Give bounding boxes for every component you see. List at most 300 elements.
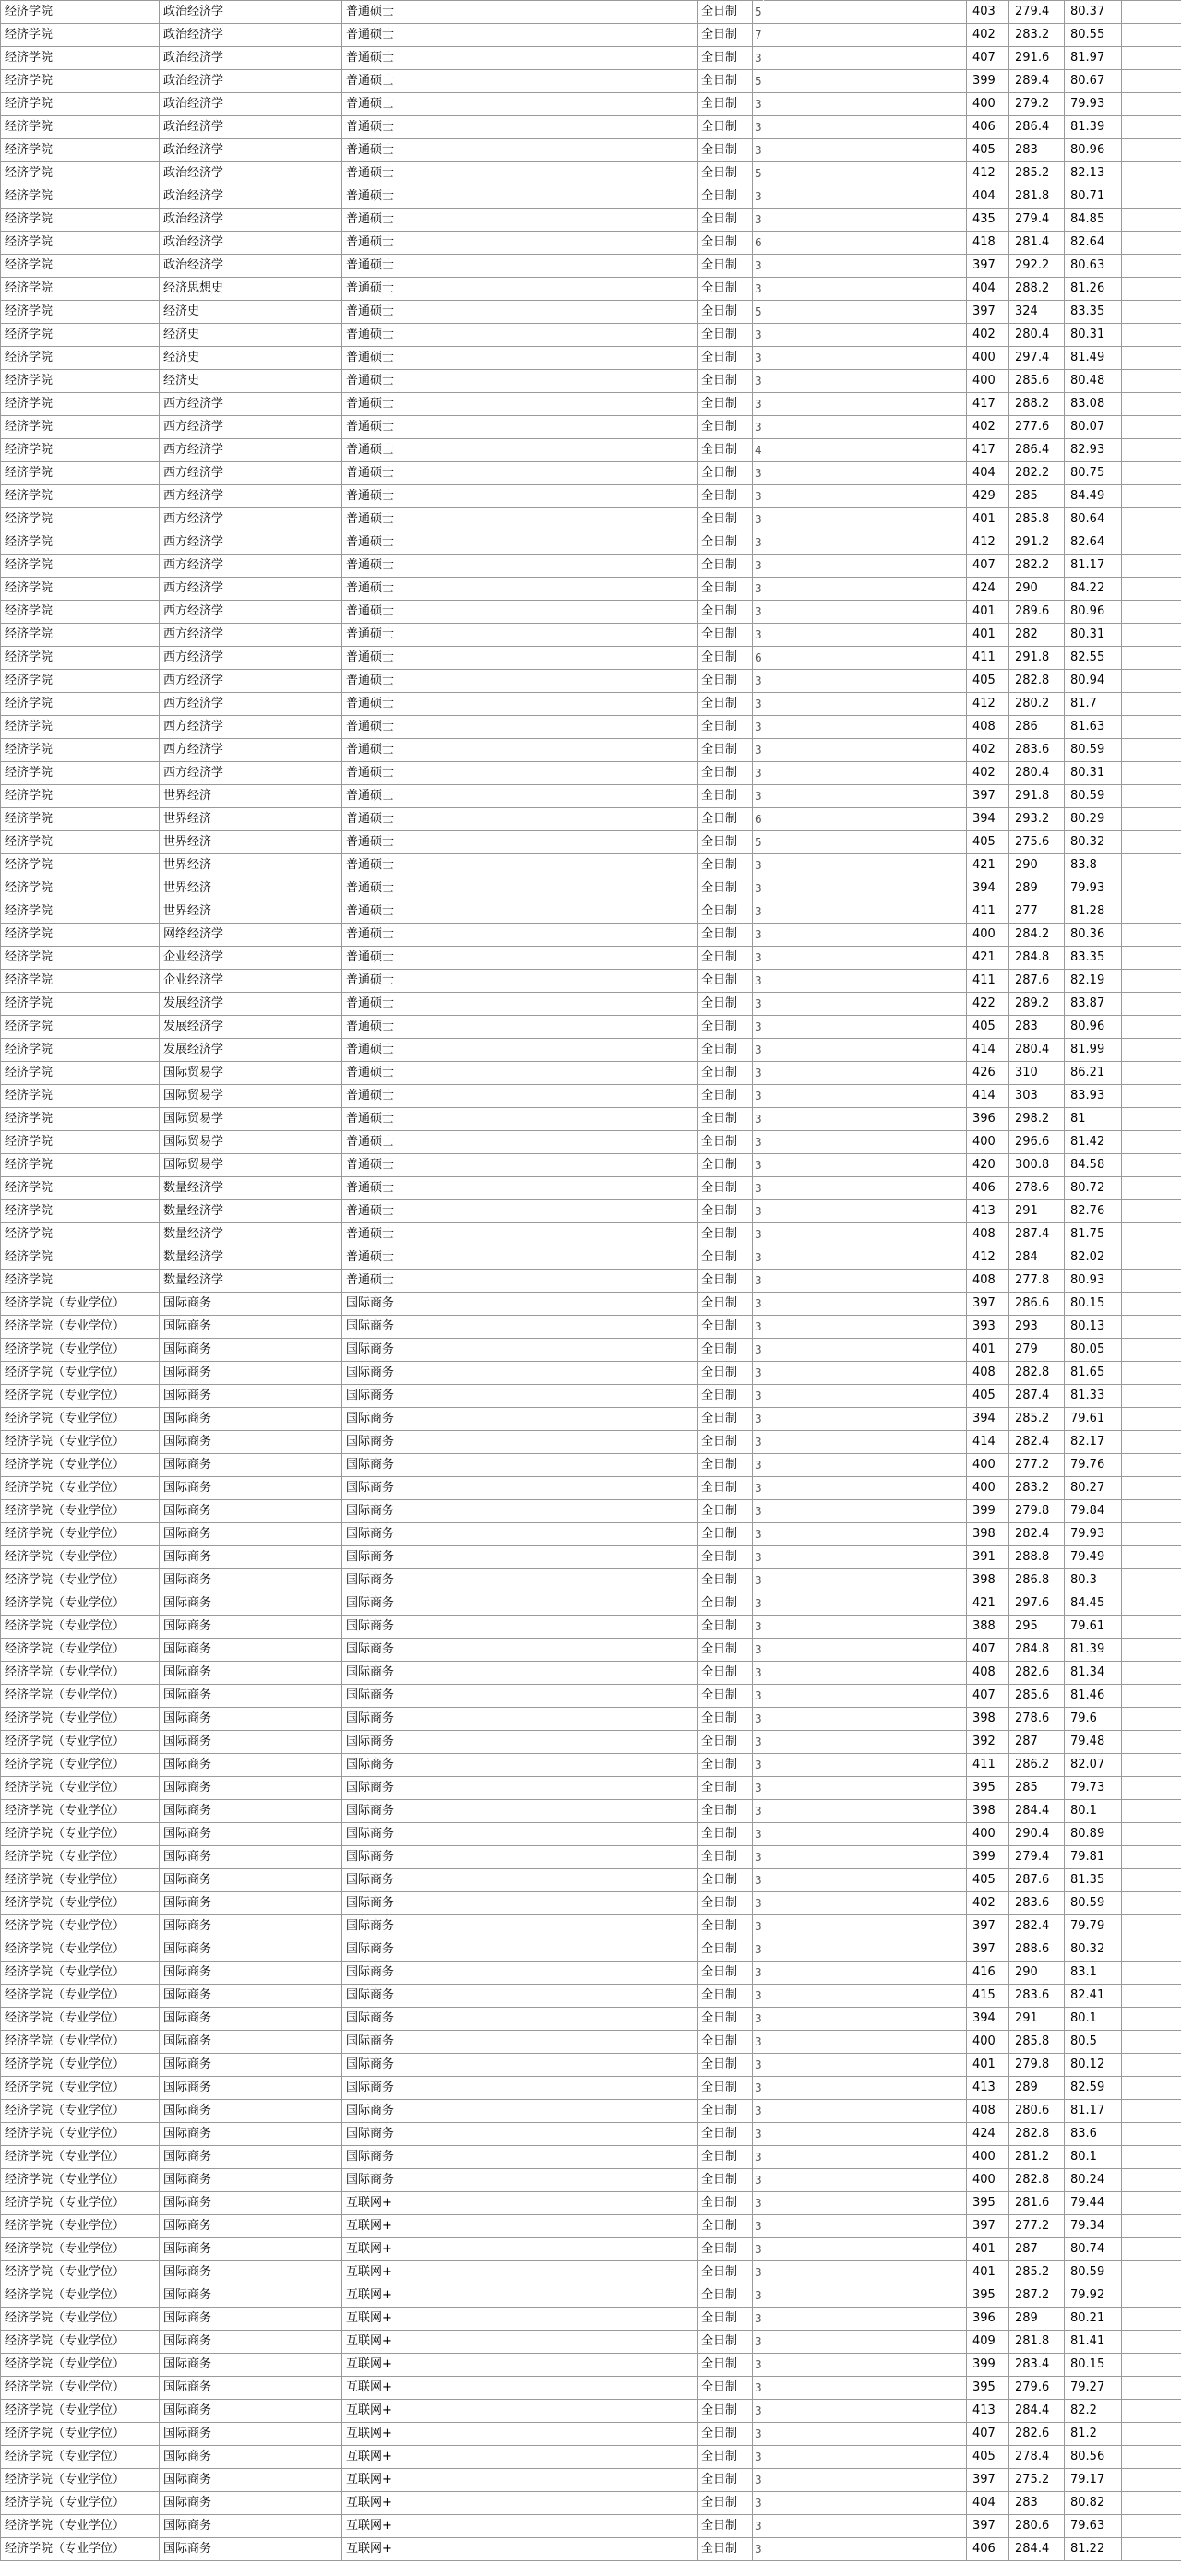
first-score-cell[interactable]: 394 <box>967 808 1009 831</box>
college-cell[interactable]: 经济学院 <box>1 1223 160 1246</box>
first-score-cell[interactable]: 405 <box>967 1016 1009 1039</box>
study-mode-cell[interactable]: 全日制 <box>698 278 753 301</box>
hidden-cell[interactable] <box>764 2238 967 2261</box>
major-cell[interactable]: 国际商务 <box>160 1938 342 1962</box>
hidden-cell[interactable] <box>764 1223 967 1246</box>
direction-cell[interactable]: 普通硕士 <box>342 924 698 947</box>
empty-cell[interactable] <box>1122 2146 1181 2169</box>
first-score-cell[interactable]: 417 <box>967 439 1009 462</box>
total-score-cell[interactable]: 79.63 <box>1065 2515 1122 2538</box>
major-cell[interactable]: 数量经济学 <box>160 1223 342 1246</box>
direction-cell[interactable]: 互联网+ <box>342 2492 698 2515</box>
empty-cell[interactable] <box>1122 1800 1181 1823</box>
first-score-cell[interactable]: 398 <box>967 1708 1009 1731</box>
empty-cell[interactable] <box>1122 1592 1181 1616</box>
direction-cell[interactable]: 国际商务 <box>342 1985 698 2008</box>
hidden-cell[interactable] <box>764 716 967 739</box>
hidden-cell[interactable] <box>764 2331 967 2354</box>
college-cell[interactable]: 经济学院 <box>1 1154 160 1177</box>
study-mode-cell[interactable]: 全日制 <box>698 2469 753 2492</box>
college-cell[interactable]: 经济学院（专业学位） <box>1 2123 160 2146</box>
direction-cell[interactable]: 普通硕士 <box>342 808 698 831</box>
study-mode-cell[interactable]: 全日制 <box>698 416 753 439</box>
total-score-cell[interactable]: 82.17 <box>1065 1431 1122 1454</box>
major-cell[interactable]: 国际商务 <box>160 2538 342 2561</box>
direction-cell[interactable]: 国际商务 <box>342 1616 698 1639</box>
first-score-cell[interactable]: 403 <box>967 1 1009 24</box>
direction-cell[interactable]: 国际商务 <box>342 1708 698 1731</box>
direction-cell[interactable]: 互联网+ <box>342 2515 698 2538</box>
second-score-cell[interactable]: 292.2 <box>1009 255 1065 278</box>
study-mode-cell[interactable]: 全日制 <box>698 116 753 139</box>
direction-cell[interactable]: 国际商务 <box>342 1477 698 1500</box>
hidden-cell[interactable] <box>764 2215 967 2238</box>
study-mode-cell[interactable]: 全日制 <box>698 1731 753 1754</box>
truncated-cell[interactable]: 3 <box>753 970 764 993</box>
truncated-cell[interactable]: 3 <box>753 255 764 278</box>
first-score-cell[interactable]: 407 <box>967 1639 1009 1662</box>
first-score-cell[interactable]: 395 <box>967 2284 1009 2308</box>
college-cell[interactable]: 经济学院（专业学位） <box>1 1385 160 1408</box>
second-score-cell[interactable]: 282.4 <box>1009 1915 1065 1938</box>
study-mode-cell[interactable]: 全日制 <box>698 947 753 970</box>
major-cell[interactable]: 西方经济学 <box>160 393 342 416</box>
college-cell[interactable]: 经济学院（专业学位） <box>1 1616 160 1639</box>
direction-cell[interactable]: 普通硕士 <box>342 508 698 531</box>
first-score-cell[interactable]: 408 <box>967 1662 1009 1685</box>
first-score-cell[interactable]: 417 <box>967 393 1009 416</box>
truncated-cell[interactable]: 3 <box>753 1846 764 1869</box>
total-score-cell[interactable]: 80.1 <box>1065 2146 1122 2169</box>
college-cell[interactable]: 经济学院 <box>1 47 160 70</box>
direction-cell[interactable]: 互联网+ <box>342 2215 698 2238</box>
truncated-cell[interactable]: 3 <box>753 1754 764 1777</box>
first-score-cell[interactable]: 400 <box>967 1454 1009 1477</box>
second-score-cell[interactable]: 297.4 <box>1009 347 1065 370</box>
truncated-cell[interactable]: 3 <box>753 624 764 647</box>
direction-cell[interactable]: 国际商务 <box>342 1569 698 1592</box>
direction-cell[interactable]: 国际商务 <box>342 1731 698 1754</box>
truncated-cell[interactable]: 3 <box>753 1131 764 1154</box>
direction-cell[interactable]: 普通硕士 <box>342 785 698 808</box>
major-cell[interactable]: 国际商务 <box>160 2192 342 2215</box>
direction-cell[interactable]: 国际商务 <box>342 1869 698 1892</box>
truncated-cell[interactable]: 3 <box>753 47 764 70</box>
second-score-cell[interactable]: 298.2 <box>1009 1108 1065 1131</box>
direction-cell[interactable]: 普通硕士 <box>342 647 698 670</box>
total-score-cell[interactable]: 80.36 <box>1065 924 1122 947</box>
major-cell[interactable]: 国际商务 <box>160 2377 342 2400</box>
college-cell[interactable]: 经济学院 <box>1 1062 160 1085</box>
total-score-cell[interactable]: 80.96 <box>1065 1016 1122 1039</box>
total-score-cell[interactable]: 79.93 <box>1065 877 1122 900</box>
second-score-cell[interactable]: 282.8 <box>1009 1362 1065 1385</box>
second-score-cell[interactable]: 290 <box>1009 578 1065 601</box>
empty-cell[interactable] <box>1122 831 1181 854</box>
major-cell[interactable]: 国际商务 <box>160 2031 342 2054</box>
direction-cell[interactable]: 国际商务 <box>342 1938 698 1962</box>
truncated-cell[interactable]: 3 <box>753 2331 764 2354</box>
major-cell[interactable]: 政治经济学 <box>160 47 342 70</box>
hidden-cell[interactable] <box>764 993 967 1016</box>
total-score-cell[interactable]: 80.1 <box>1065 1800 1122 1823</box>
truncated-cell[interactable]: 3 <box>753 1339 764 1362</box>
major-cell[interactable]: 国际商务 <box>160 2446 342 2469</box>
first-score-cell[interactable]: 411 <box>967 647 1009 670</box>
empty-cell[interactable] <box>1122 1546 1181 1569</box>
total-score-cell[interactable]: 84.22 <box>1065 578 1122 601</box>
hidden-cell[interactable] <box>764 2538 967 2561</box>
truncated-cell[interactable]: 3 <box>753 1270 764 1293</box>
major-cell[interactable]: 西方经济学 <box>160 555 342 578</box>
total-score-cell[interactable]: 80.74 <box>1065 2238 1122 2261</box>
direction-cell[interactable]: 普通硕士 <box>342 624 698 647</box>
truncated-cell[interactable]: 3 <box>753 2469 764 2492</box>
empty-cell[interactable] <box>1122 1131 1181 1154</box>
empty-cell[interactable] <box>1122 693 1181 716</box>
direction-cell[interactable]: 国际商务 <box>342 1662 698 1685</box>
empty-cell[interactable] <box>1122 255 1181 278</box>
first-score-cell[interactable]: 408 <box>967 2100 1009 2123</box>
empty-cell[interactable] <box>1122 416 1181 439</box>
study-mode-cell[interactable]: 全日制 <box>698 970 753 993</box>
direction-cell[interactable]: 普通硕士 <box>342 1085 698 1108</box>
hidden-cell[interactable] <box>764 2469 967 2492</box>
hidden-cell[interactable] <box>764 1546 967 1569</box>
truncated-cell[interactable]: 5 <box>753 162 764 185</box>
total-score-cell[interactable]: 83.08 <box>1065 393 1122 416</box>
study-mode-cell[interactable]: 全日制 <box>698 2077 753 2100</box>
hidden-cell[interactable] <box>764 1293 967 1316</box>
college-cell[interactable]: 经济学院 <box>1 278 160 301</box>
empty-cell[interactable] <box>1122 1223 1181 1246</box>
second-score-cell[interactable]: 290.4 <box>1009 1823 1065 1846</box>
direction-cell[interactable]: 国际商务 <box>342 1846 698 1869</box>
study-mode-cell[interactable]: 全日制 <box>698 139 753 162</box>
truncated-cell[interactable]: 3 <box>753 670 764 693</box>
direction-cell[interactable]: 国际商务 <box>342 1777 698 1800</box>
second-score-cell[interactable]: 282.2 <box>1009 555 1065 578</box>
hidden-cell[interactable] <box>764 854 967 877</box>
major-cell[interactable]: 国际商务 <box>160 1754 342 1777</box>
first-score-cell[interactable]: 398 <box>967 1800 1009 1823</box>
total-score-cell[interactable]: 80.32 <box>1065 831 1122 854</box>
total-score-cell[interactable]: 79.61 <box>1065 1616 1122 1639</box>
hidden-cell[interactable] <box>764 1454 967 1477</box>
major-cell[interactable]: 国际商务 <box>160 2400 342 2423</box>
empty-cell[interactable] <box>1122 531 1181 555</box>
total-score-cell[interactable]: 79.6 <box>1065 1708 1122 1731</box>
second-score-cell[interactable]: 300.8 <box>1009 1154 1065 1177</box>
hidden-cell[interactable] <box>764 393 967 416</box>
direction-cell[interactable]: 普通硕士 <box>342 393 698 416</box>
major-cell[interactable]: 企业经济学 <box>160 970 342 993</box>
second-score-cell[interactable]: 310 <box>1009 1062 1065 1085</box>
first-score-cell[interactable]: 404 <box>967 278 1009 301</box>
major-cell[interactable]: 政治经济学 <box>160 209 342 232</box>
direction-cell[interactable]: 普通硕士 <box>342 116 698 139</box>
empty-cell[interactable] <box>1122 900 1181 924</box>
second-score-cell[interactable]: 279.6 <box>1009 2377 1065 2400</box>
direction-cell[interactable]: 国际商务 <box>342 2169 698 2192</box>
second-score-cell[interactable]: 282.2 <box>1009 462 1065 485</box>
first-score-cell[interactable]: 421 <box>967 1592 1009 1616</box>
truncated-cell[interactable]: 3 <box>753 601 764 624</box>
college-cell[interactable]: 经济学院（专业学位） <box>1 1523 160 1546</box>
study-mode-cell[interactable]: 全日制 <box>698 1662 753 1685</box>
hidden-cell[interactable] <box>764 1754 967 1777</box>
study-mode-cell[interactable]: 全日制 <box>698 1915 753 1938</box>
study-mode-cell[interactable]: 全日制 <box>698 2146 753 2169</box>
college-cell[interactable]: 经济学院（专业学位） <box>1 1985 160 2008</box>
first-score-cell[interactable]: 412 <box>967 1246 1009 1270</box>
major-cell[interactable]: 国际贸易学 <box>160 1154 342 1177</box>
college-cell[interactable]: 经济学院 <box>1 739 160 762</box>
major-cell[interactable]: 网络经济学 <box>160 924 342 947</box>
direction-cell[interactable]: 国际商务 <box>342 2100 698 2123</box>
second-score-cell[interactable]: 283 <box>1009 1016 1065 1039</box>
study-mode-cell[interactable]: 全日制 <box>698 1708 753 1731</box>
college-cell[interactable]: 经济学院 <box>1 301 160 324</box>
direction-cell[interactable]: 普通硕士 <box>342 485 698 508</box>
empty-cell[interactable] <box>1122 2077 1181 2100</box>
first-score-cell[interactable]: 402 <box>967 24 1009 47</box>
college-cell[interactable]: 经济学院（专业学位） <box>1 2054 160 2077</box>
direction-cell[interactable]: 互联网+ <box>342 2423 698 2446</box>
first-score-cell[interactable]: 401 <box>967 508 1009 531</box>
study-mode-cell[interactable]: 全日制 <box>698 1546 753 1569</box>
study-mode-cell[interactable]: 全日制 <box>698 2423 753 2446</box>
study-mode-cell[interactable]: 全日制 <box>698 1431 753 1454</box>
first-score-cell[interactable]: 406 <box>967 2538 1009 2561</box>
study-mode-cell[interactable]: 全日制 <box>698 301 753 324</box>
truncated-cell[interactable]: 3 <box>753 2538 764 2561</box>
first-score-cell[interactable]: 404 <box>967 462 1009 485</box>
second-score-cell[interactable]: 284.8 <box>1009 1639 1065 1662</box>
study-mode-cell[interactable]: 全日制 <box>698 2215 753 2238</box>
major-cell[interactable]: 国际商务 <box>160 1685 342 1708</box>
direction-cell[interactable]: 互联网+ <box>342 2377 698 2400</box>
empty-cell[interactable] <box>1122 2446 1181 2469</box>
truncated-cell[interactable]: 3 <box>753 2515 764 2538</box>
total-score-cell[interactable]: 79.84 <box>1065 1500 1122 1523</box>
hidden-cell[interactable] <box>764 1477 967 1500</box>
major-cell[interactable]: 政治经济学 <box>160 93 342 116</box>
empty-cell[interactable] <box>1122 1085 1181 1108</box>
empty-cell[interactable] <box>1122 47 1181 70</box>
second-score-cell[interactable]: 285.6 <box>1009 370 1065 393</box>
first-score-cell[interactable]: 408 <box>967 1362 1009 1385</box>
first-score-cell[interactable]: 413 <box>967 1200 1009 1223</box>
first-score-cell[interactable]: 394 <box>967 877 1009 900</box>
hidden-cell[interactable] <box>764 301 967 324</box>
empty-cell[interactable] <box>1122 2031 1181 2054</box>
total-score-cell[interactable]: 79.17 <box>1065 2469 1122 2492</box>
study-mode-cell[interactable]: 全日制 <box>698 2100 753 2123</box>
empty-cell[interactable] <box>1122 2238 1181 2261</box>
empty-cell[interactable] <box>1122 1316 1181 1339</box>
direction-cell[interactable]: 国际商务 <box>342 1408 698 1431</box>
major-cell[interactable]: 国际商务 <box>160 1708 342 1731</box>
major-cell[interactable]: 国际商务 <box>160 2100 342 2123</box>
study-mode-cell[interactable]: 全日制 <box>698 1362 753 1385</box>
study-mode-cell[interactable]: 全日制 <box>698 347 753 370</box>
truncated-cell[interactable]: 3 <box>753 2354 764 2377</box>
direction-cell[interactable]: 国际商务 <box>342 1500 698 1523</box>
major-cell[interactable]: 世界经济 <box>160 854 342 877</box>
first-score-cell[interactable]: 409 <box>967 2331 1009 2354</box>
college-cell[interactable]: 经济学院 <box>1 185 160 209</box>
major-cell[interactable]: 数量经济学 <box>160 1177 342 1200</box>
total-score-cell[interactable]: 80.31 <box>1065 324 1122 347</box>
study-mode-cell[interactable]: 全日制 <box>698 1339 753 1362</box>
truncated-cell[interactable]: 3 <box>753 2192 764 2215</box>
study-mode-cell[interactable]: 全日制 <box>698 2400 753 2423</box>
total-score-cell[interactable]: 80.15 <box>1065 1293 1122 1316</box>
first-score-cell[interactable]: 397 <box>967 1293 1009 1316</box>
college-cell[interactable]: 经济学院（专业学位） <box>1 1293 160 1316</box>
first-score-cell[interactable]: 397 <box>967 301 1009 324</box>
truncated-cell[interactable]: 4 <box>753 439 764 462</box>
second-score-cell[interactable]: 282.6 <box>1009 1662 1065 1685</box>
study-mode-cell[interactable]: 全日制 <box>698 2284 753 2308</box>
empty-cell[interactable] <box>1122 808 1181 831</box>
direction-cell[interactable]: 互联网+ <box>342 2469 698 2492</box>
direction-cell[interactable]: 普通硕士 <box>342 739 698 762</box>
direction-cell[interactable]: 普通硕士 <box>342 232 698 255</box>
major-cell[interactable]: 西方经济学 <box>160 647 342 670</box>
college-cell[interactable]: 经济学院 <box>1 139 160 162</box>
hidden-cell[interactable] <box>764 1039 967 1062</box>
hidden-cell[interactable] <box>764 232 967 255</box>
study-mode-cell[interactable]: 全日制 <box>698 831 753 854</box>
total-score-cell[interactable]: 79.49 <box>1065 1546 1122 1569</box>
empty-cell[interactable] <box>1122 1293 1181 1316</box>
truncated-cell[interactable]: 3 <box>753 278 764 301</box>
study-mode-cell[interactable]: 全日制 <box>698 1777 753 1800</box>
hidden-cell[interactable] <box>764 1246 967 1270</box>
direction-cell[interactable]: 普通硕士 <box>342 1062 698 1085</box>
college-cell[interactable]: 经济学院 <box>1 232 160 255</box>
major-cell[interactable]: 国际商务 <box>160 1569 342 1592</box>
direction-cell[interactable]: 普通硕士 <box>342 70 698 93</box>
second-score-cell[interactable]: 277.8 <box>1009 1270 1065 1293</box>
truncated-cell[interactable]: 3 <box>753 1316 764 1339</box>
second-score-cell[interactable]: 275.6 <box>1009 831 1065 854</box>
hidden-cell[interactable] <box>764 324 967 347</box>
hidden-cell[interactable] <box>764 2492 967 2515</box>
second-score-cell[interactable]: 279.8 <box>1009 2054 1065 2077</box>
major-cell[interactable]: 经济史 <box>160 301 342 324</box>
total-score-cell[interactable]: 81.65 <box>1065 1362 1122 1385</box>
second-score-cell[interactable]: 279.4 <box>1009 1846 1065 1869</box>
total-score-cell[interactable]: 80.93 <box>1065 1270 1122 1293</box>
hidden-cell[interactable] <box>764 1685 967 1708</box>
second-score-cell[interactable]: 284.2 <box>1009 924 1065 947</box>
second-score-cell[interactable]: 279.4 <box>1009 1 1065 24</box>
empty-cell[interactable] <box>1122 1016 1181 1039</box>
college-cell[interactable]: 经济学院（专业学位） <box>1 1546 160 1569</box>
college-cell[interactable]: 经济学院（专业学位） <box>1 1892 160 1915</box>
empty-cell[interactable] <box>1122 1938 1181 1962</box>
second-score-cell[interactable]: 286.4 <box>1009 439 1065 462</box>
hidden-cell[interactable] <box>764 1131 967 1154</box>
hidden-cell[interactable] <box>764 24 967 47</box>
college-cell[interactable]: 经济学院（专业学位） <box>1 2077 160 2100</box>
major-cell[interactable]: 国际商务 <box>160 1431 342 1454</box>
direction-cell[interactable]: 普通硕士 <box>342 877 698 900</box>
major-cell[interactable]: 国际商务 <box>160 2077 342 2100</box>
hidden-cell[interactable] <box>764 1108 967 1131</box>
first-score-cell[interactable]: 424 <box>967 578 1009 601</box>
truncated-cell[interactable]: 3 <box>753 93 764 116</box>
hidden-cell[interactable] <box>764 970 967 993</box>
study-mode-cell[interactable]: 全日制 <box>698 1592 753 1616</box>
hidden-cell[interactable] <box>764 1639 967 1662</box>
first-score-cell[interactable]: 415 <box>967 1985 1009 2008</box>
second-score-cell[interactable]: 287.4 <box>1009 1385 1065 1408</box>
hidden-cell[interactable] <box>764 647 967 670</box>
college-cell[interactable]: 经济学院 <box>1 762 160 785</box>
study-mode-cell[interactable]: 全日制 <box>698 1938 753 1962</box>
direction-cell[interactable]: 国际商务 <box>342 1754 698 1777</box>
first-score-cell[interactable]: 405 <box>967 139 1009 162</box>
first-score-cell[interactable]: 399 <box>967 2354 1009 2377</box>
truncated-cell[interactable]: 3 <box>753 555 764 578</box>
empty-cell[interactable] <box>1122 1246 1181 1270</box>
hidden-cell[interactable] <box>764 139 967 162</box>
hidden-cell[interactable] <box>764 693 967 716</box>
empty-cell[interactable] <box>1122 854 1181 877</box>
second-score-cell[interactable]: 285 <box>1009 485 1065 508</box>
hidden-cell[interactable] <box>764 531 967 555</box>
empty-cell[interactable] <box>1122 1385 1181 1408</box>
hidden-cell[interactable] <box>764 1962 967 1985</box>
major-cell[interactable]: 国际商务 <box>160 1477 342 1500</box>
major-cell[interactable]: 政治经济学 <box>160 185 342 209</box>
total-score-cell[interactable]: 86.21 <box>1065 1062 1122 1085</box>
major-cell[interactable]: 西方经济学 <box>160 416 342 439</box>
first-score-cell[interactable]: 406 <box>967 116 1009 139</box>
second-score-cell[interactable]: 281.8 <box>1009 2331 1065 2354</box>
first-score-cell[interactable]: 396 <box>967 2308 1009 2331</box>
study-mode-cell[interactable]: 全日制 <box>698 854 753 877</box>
hidden-cell[interactable] <box>764 2354 967 2377</box>
total-score-cell[interactable]: 80.75 <box>1065 462 1122 485</box>
truncated-cell[interactable]: 3 <box>753 1177 764 1200</box>
study-mode-cell[interactable]: 全日制 <box>698 555 753 578</box>
empty-cell[interactable] <box>1122 2261 1181 2284</box>
study-mode-cell[interactable]: 全日制 <box>698 578 753 601</box>
empty-cell[interactable] <box>1122 785 1181 808</box>
major-cell[interactable]: 国际商务 <box>160 1892 342 1915</box>
major-cell[interactable]: 国际商务 <box>160 1616 342 1639</box>
total-score-cell[interactable]: 80.89 <box>1065 1823 1122 1846</box>
second-score-cell[interactable]: 285.6 <box>1009 1685 1065 1708</box>
second-score-cell[interactable]: 280.6 <box>1009 2515 1065 2538</box>
truncated-cell[interactable]: 3 <box>753 1408 764 1431</box>
college-cell[interactable]: 经济学院 <box>1 601 160 624</box>
first-score-cell[interactable]: 414 <box>967 1431 1009 1454</box>
hidden-cell[interactable] <box>764 209 967 232</box>
college-cell[interactable]: 经济学院 <box>1 578 160 601</box>
second-score-cell[interactable]: 279.4 <box>1009 209 1065 232</box>
direction-cell[interactable]: 互联网+ <box>342 2538 698 2561</box>
first-score-cell[interactable]: 420 <box>967 1154 1009 1177</box>
hidden-cell[interactable] <box>764 508 967 531</box>
study-mode-cell[interactable]: 全日制 <box>698 1154 753 1177</box>
college-cell[interactable]: 经济学院（专业学位） <box>1 2400 160 2423</box>
